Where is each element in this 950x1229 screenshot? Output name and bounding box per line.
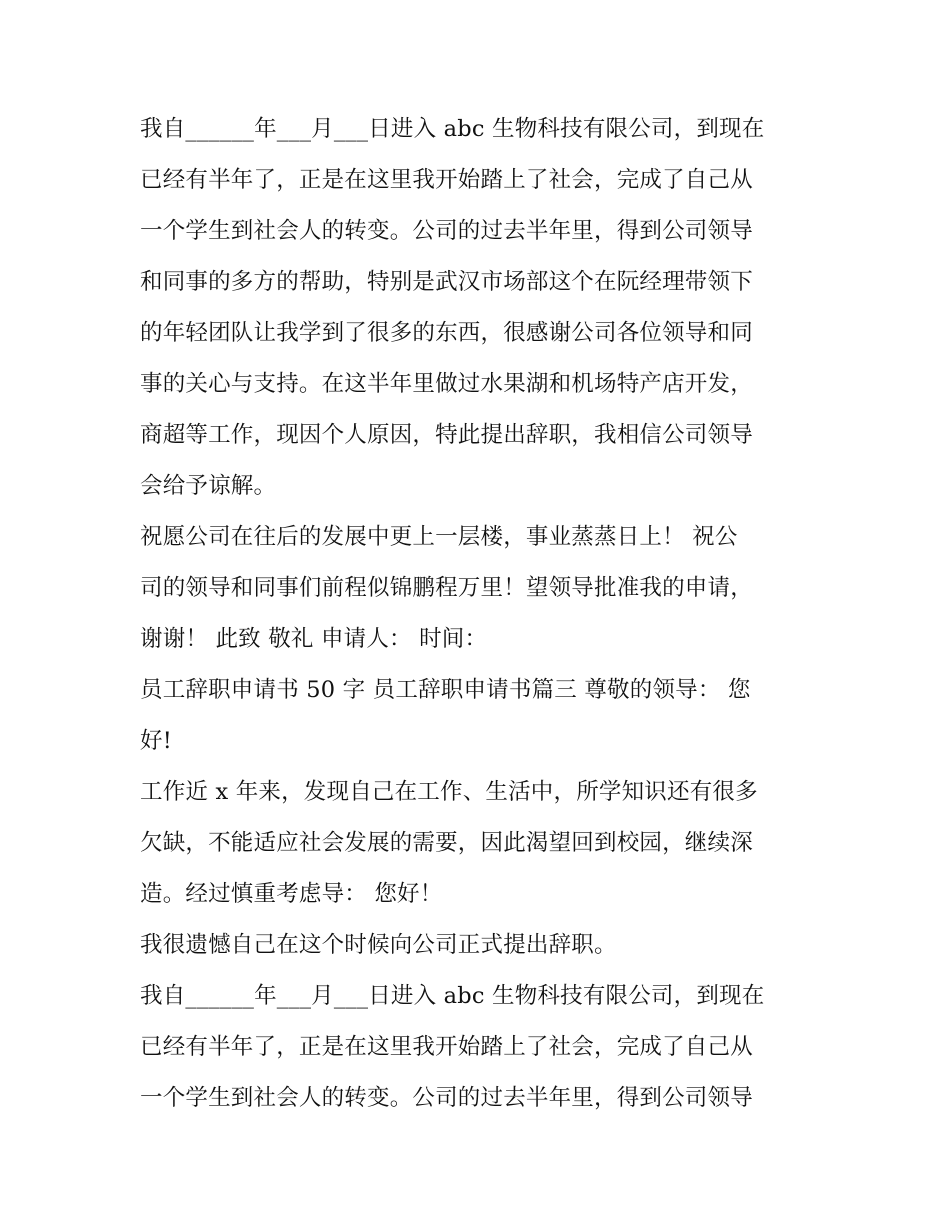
text-line: 的年轻团队让我学到了很多的东西，很感谢公司各位领导和同	[140, 320, 753, 346]
text-line: 我自______年___月___日进入 abc 生物科技有限公司，到现在	[140, 116, 765, 142]
text-line: 我很遗憾自己在这个时候向公司正式提出辞职。	[140, 932, 617, 958]
text-line: 祝愿公司在往后的发展中更上一层楼，事业蒸蒸日上！ 祝公	[140, 524, 738, 550]
text-line: 一个学生到社会人的转变。公司的过去半年里，得到公司领导	[140, 1085, 753, 1111]
text-line: 好!	[140, 728, 172, 754]
text-line: 造。经过慎重考虑导： 您好！	[140, 881, 443, 907]
text-line: 谢谢！ 此致 敬礼 申请人： 时间：	[140, 626, 488, 652]
text-line: 事的关心与支持。在这半年里做过水果湖和机场特产店开发，	[140, 371, 753, 397]
text-line: 一个学生到社会人的转变。公司的过去半年里，得到公司领导	[140, 218, 753, 244]
text-line: 和同事的多方的帮助，特别是武汉市场部这个在阮经理带领下	[140, 269, 753, 295]
text-line: 会给予谅解。	[140, 473, 277, 499]
text-line: 欠缺，不能适应社会发展的需要，因此渴望回到校园，继续深	[140, 830, 753, 856]
text-line: 已经有半年了，正是在这里我开始踏上了社会，完成了自己从	[140, 167, 753, 193]
text-line: 商超等工作，现因个人原因，特此提出辞职，我相信公司领导	[140, 422, 753, 448]
text-line: 已经有半年了，正是在这里我开始踏上了社会，完成了自己从	[140, 1034, 753, 1060]
text-line: 司的领导和同事们前程似锦鹏程万里！望领导批准我的申请，	[140, 575, 753, 601]
text-line: 工作近 x 年来，发现自己在工作、生活中，所学知识还有很多	[140, 779, 758, 805]
text-line: 员工辞职申请书 50 字 员工辞职申请书篇三 尊敬的领导： 您	[140, 677, 751, 703]
text-line: 我自______年___月___日进入 abc 生物科技有限公司，到现在	[140, 983, 765, 1009]
